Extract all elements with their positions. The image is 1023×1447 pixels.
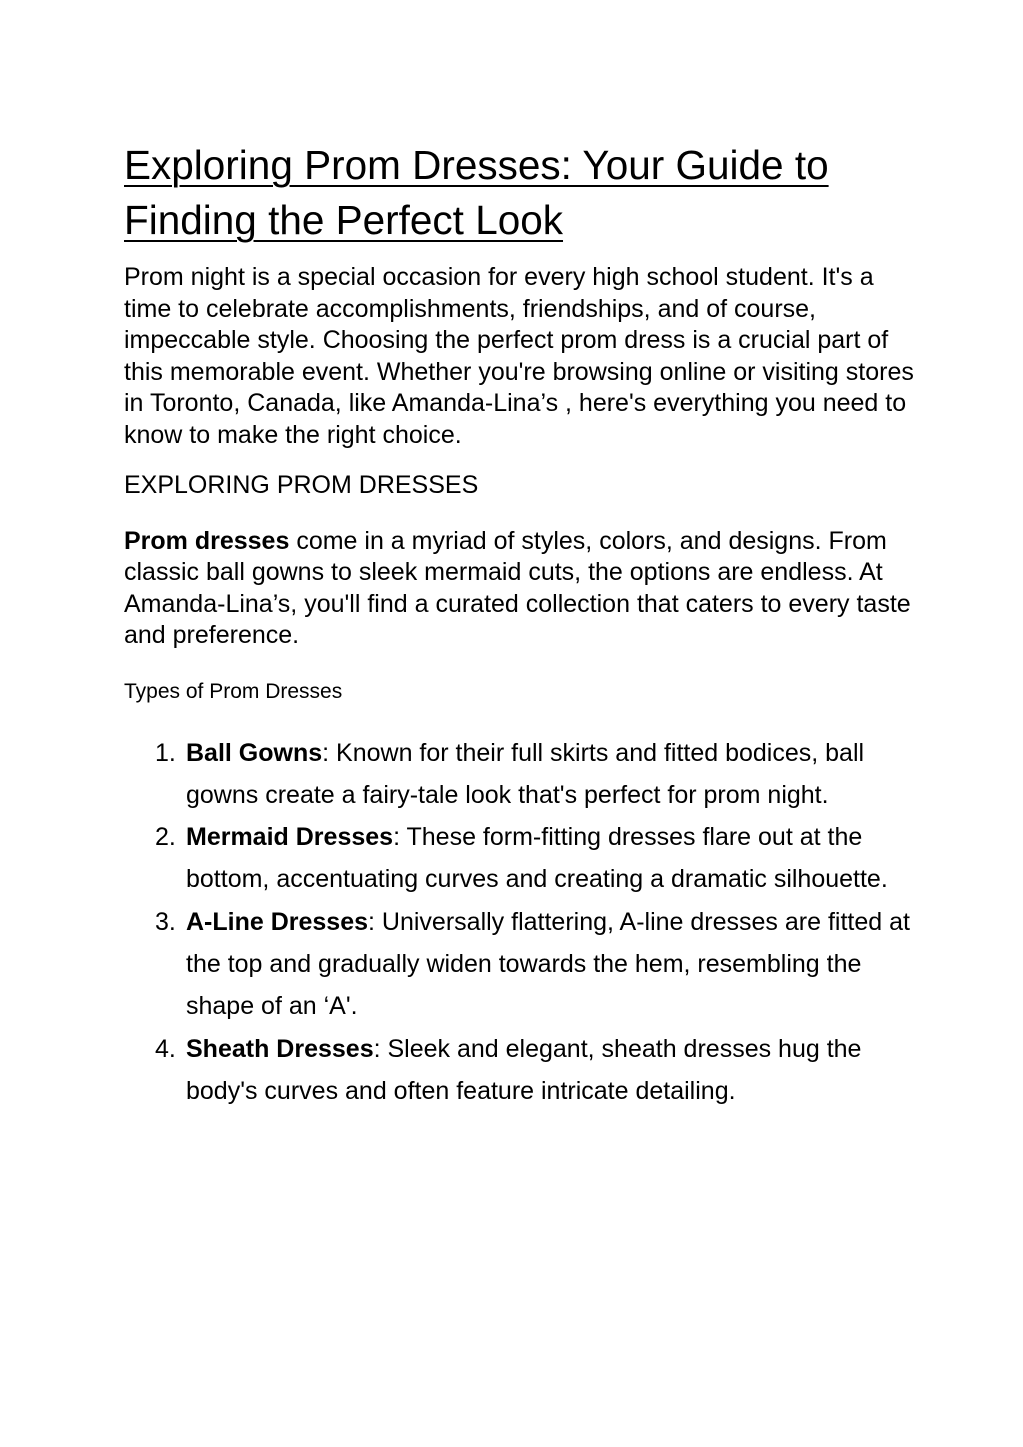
list-item-name: Sheath Dresses xyxy=(186,1034,374,1063)
list-item-name: Mermaid Dresses xyxy=(186,823,394,852)
types-heading: Types of Prom Dresses xyxy=(124,679,343,703)
list-item-number: 1. xyxy=(155,738,176,767)
list-item xyxy=(124,901,914,1028)
list-item xyxy=(124,1028,914,1113)
document-title: Exploring Prom Dresses: Your Guide to Finding the Perfect Look xyxy=(124,142,829,243)
list-item xyxy=(124,816,914,901)
list-item-name: Ball Gowns xyxy=(186,738,323,767)
document-page xyxy=(124,138,914,1112)
section-paragraph-bold: Prom dresses xyxy=(124,526,290,555)
intro-paragraph: Prom night is a special occasion for every high school student. It's a time to celebrate accomplishments, friendships, and of course, impeccable style. Choosing the perfect prom dress is a crucial part of this memorable event. Whether you're browsing online or visiting stores in Toronto, Canada, like Amanda-Lina’s , here's everything you need to know to make the right choice. xyxy=(124,263,914,449)
section-heading: EXPLORING PROM DRESSES xyxy=(124,471,479,499)
list-item-description: : These form-fitting dresses flare out at the bottom, accentuating curves and creating a dramatic silhouette. xyxy=(186,823,888,894)
section-paragraph xyxy=(124,526,914,652)
types-list xyxy=(124,732,914,1113)
list-item-description: : Sleek and elegant, sheath dresses hug the body's curves and often feature intricate detailing. xyxy=(186,1034,862,1105)
list-item-description: : Universally flattering, A-line dresses are fitted at the top and gradually widen towards the hem, resembling the shape of an ‘A'. xyxy=(186,907,910,1021)
list-item-number: 3. xyxy=(155,907,176,936)
list-item-name: A-Line Dresses xyxy=(186,907,369,936)
list-item-number: 2. xyxy=(155,823,176,852)
list-item-description: : Known for their full skirts and fitted bodices, ball gowns create a fairy-tale look that's perfect for prom night. xyxy=(186,738,865,809)
list-item xyxy=(124,732,914,817)
section-paragraph-text: come in a myriad of styles, colors, and designs. From classic ball gowns to sleek mermaid cuts, the options are endless. At Amanda-Lina’s, you'll find a curated collection that caters to every taste and preference. xyxy=(124,526,911,649)
list-item-number: 4. xyxy=(155,1034,176,1063)
